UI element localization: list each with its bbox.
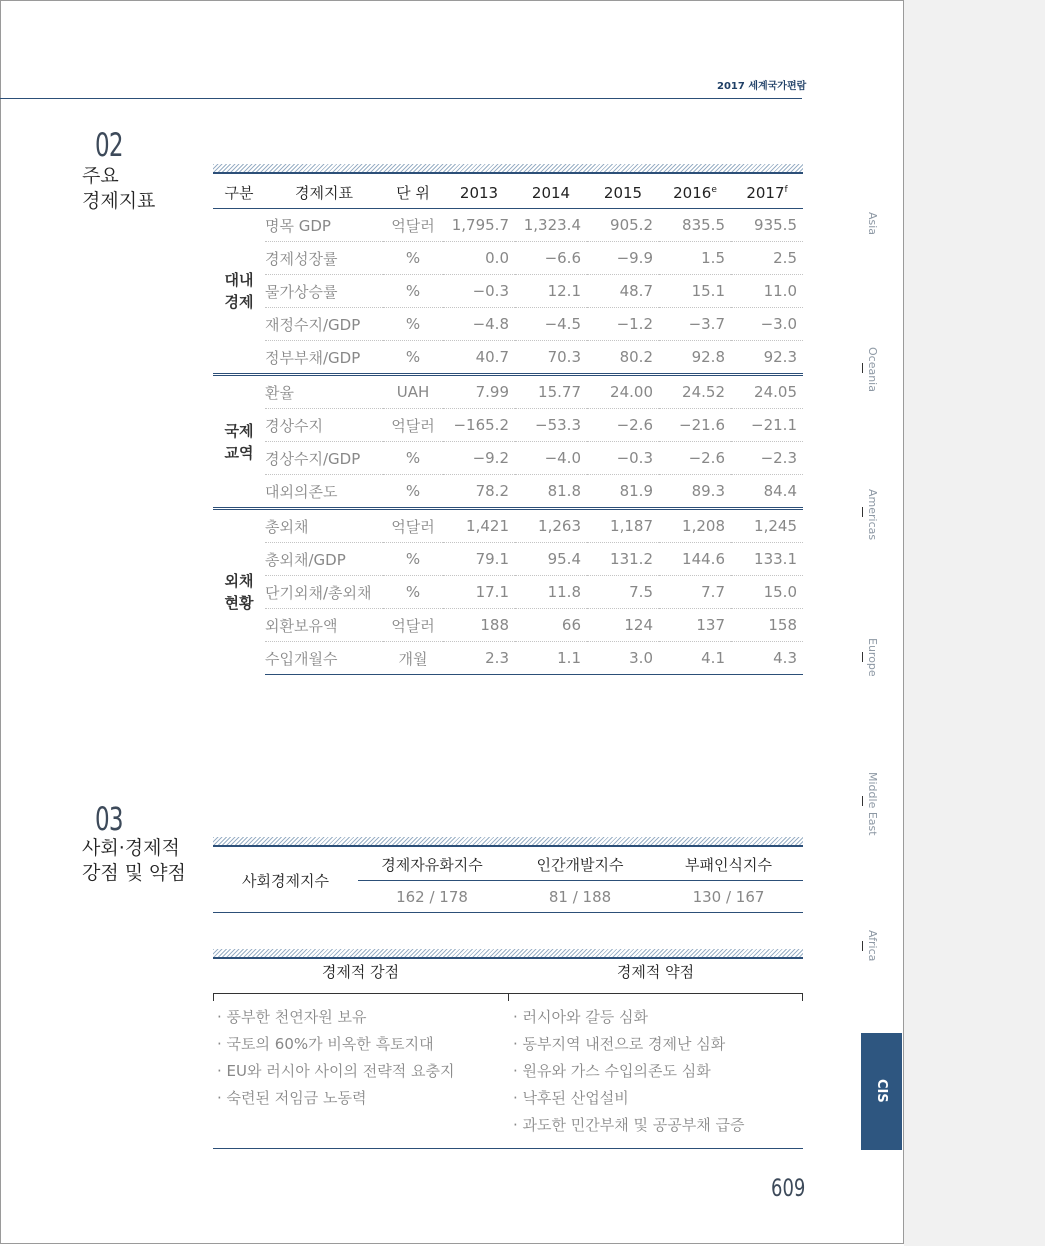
value-cell: 1,208 xyxy=(659,509,731,543)
value-cell: 1,245 xyxy=(731,509,803,543)
tab-marker xyxy=(862,941,863,951)
index-value: 130 / 167 xyxy=(692,887,765,906)
value-cell: 12.1 xyxy=(515,275,587,308)
value-cell: 7.7 xyxy=(659,576,731,609)
indicator-name: 경제성장률 xyxy=(265,242,383,275)
index-value: 162 / 178 xyxy=(396,887,468,906)
value-cell: 15.0 xyxy=(731,576,803,609)
indicator-name: 경상수지 xyxy=(265,409,383,442)
section-title-line2: 경제지표 xyxy=(82,190,156,212)
unit-cell: % xyxy=(383,475,443,509)
tab-marker xyxy=(862,796,863,806)
value-cell: 70.3 xyxy=(515,341,587,375)
value-cell: 4.1 xyxy=(659,642,731,675)
strengths-heading: 경제적 강점 xyxy=(321,963,400,981)
value-cell: −3.7 xyxy=(659,308,731,341)
unit-cell: 억달러 xyxy=(383,409,443,442)
table-hatch-bar xyxy=(213,164,803,174)
col-header: 경제자유화지수 xyxy=(358,849,506,881)
sw-bottom-rule xyxy=(213,1148,803,1149)
unit-cell: % xyxy=(383,442,443,475)
section-number: 02 xyxy=(95,126,123,164)
sw-tick xyxy=(213,993,214,1001)
value-cell: 2.3 xyxy=(443,642,515,675)
indicator-name: 경상수지/GDP xyxy=(265,442,383,475)
value-cell: 1.5 xyxy=(659,242,731,275)
header-rule xyxy=(0,98,802,99)
table-row xyxy=(213,509,803,543)
col-header: 2014 xyxy=(515,177,587,209)
value-cell: 124 xyxy=(587,609,659,642)
col-header: 인간개발지수 xyxy=(506,849,654,881)
value-cell: 40.7 xyxy=(443,341,515,375)
value-cell: −4.5 xyxy=(515,308,587,341)
value-cell: −9.2 xyxy=(443,442,515,475)
value-cell: 11.8 xyxy=(515,576,587,609)
side-tab-cis-label: CIS xyxy=(874,1079,889,1103)
col-header: 2013 xyxy=(443,177,515,209)
list-item: · EU와 러시아 사이의 전략적 요충지 xyxy=(217,1062,455,1080)
table-row xyxy=(213,341,803,375)
value-cell: 935.5 xyxy=(731,209,803,242)
value-cell: 133.1 xyxy=(731,543,803,576)
table-row xyxy=(213,275,803,308)
value-cell: 84.4 xyxy=(731,475,803,509)
value-cell: 1,421 xyxy=(443,509,515,543)
value-cell: 1,263 xyxy=(515,509,587,543)
value-cell: −21.6 xyxy=(659,409,731,442)
value-cell: 7.99 xyxy=(443,375,515,409)
table-row xyxy=(213,475,803,509)
value-cell: −2.6 xyxy=(659,442,731,475)
sw-tick xyxy=(508,993,509,1001)
category-cell: 외채 현황 xyxy=(213,509,265,675)
value-cell: 835.5 xyxy=(659,209,731,242)
indicator-name: 물가상승률 xyxy=(265,275,383,308)
forecast-mark: f xyxy=(784,184,788,195)
list-item: · 동부지역 내전으로 경제난 심화 xyxy=(513,1035,726,1053)
table-header-row xyxy=(213,177,803,209)
value-cell: −4.0 xyxy=(515,442,587,475)
table-row xyxy=(213,209,803,242)
unit-cell: 억달러 xyxy=(383,609,443,642)
section-title-line2: 강점 및 약점 xyxy=(82,862,186,884)
section-number: 03 xyxy=(95,800,123,838)
value-cell: 80.2 xyxy=(587,341,659,375)
table-row xyxy=(213,242,803,275)
socioeconomic-index-table xyxy=(213,849,803,913)
table-row xyxy=(213,375,803,409)
list-item: · 낙후된 산업설비 xyxy=(513,1089,629,1107)
value-cell: 81.9 xyxy=(587,475,659,509)
indicator-name: 대외의존도 xyxy=(265,475,383,509)
value-cell: 92.8 xyxy=(659,341,731,375)
list-item: · 러시아와 갈등 심화 xyxy=(513,1008,648,1026)
tab-marker xyxy=(862,507,863,517)
value-cell: 15.1 xyxy=(659,275,731,308)
page-number: 609 xyxy=(771,1174,806,1202)
table-row xyxy=(213,642,803,675)
index-value: 81 / 188 xyxy=(548,887,612,906)
page-shadow xyxy=(904,0,1045,1246)
unit-cell: 억달러 xyxy=(383,509,443,543)
col-header: 2016e xyxy=(659,177,731,209)
value-cell: −0.3 xyxy=(443,275,515,308)
value-cell: −4.8 xyxy=(443,308,515,341)
tab-marker xyxy=(862,363,863,373)
economic-indicators-table xyxy=(213,177,803,675)
value-cell: 1,795.7 xyxy=(443,209,515,242)
value-cell: −2.3 xyxy=(731,442,803,475)
unit-cell: % xyxy=(383,308,443,341)
col-header: 구분 xyxy=(213,177,265,209)
value-cell: 1.1 xyxy=(515,642,587,675)
side-tab-cis[interactable] xyxy=(861,1033,902,1150)
table-row xyxy=(213,543,803,576)
list-item: · 국토의 60%가 비옥한 흑토지대 xyxy=(217,1035,434,1053)
value-cell: 0.0 xyxy=(443,242,515,275)
value-cell: −0.3 xyxy=(587,442,659,475)
value-cell: −1.2 xyxy=(587,308,659,341)
category-cell: 대내 경제 xyxy=(224,271,254,311)
value-cell: 188 xyxy=(443,609,515,642)
value-cell: 4.3 xyxy=(731,642,803,675)
value-cell: 7.5 xyxy=(587,576,659,609)
strengths-list xyxy=(217,1004,454,1112)
value-cell: 95.4 xyxy=(515,543,587,576)
table-row xyxy=(213,308,803,341)
value-cell: 1,323.4 xyxy=(515,209,587,242)
unit-cell: % xyxy=(383,341,443,375)
value-cell: 137 xyxy=(659,609,731,642)
value-cell: 24.05 xyxy=(731,375,803,409)
list-item: · 과도한 민간부채 및 공공부채 급증 xyxy=(513,1116,745,1134)
value-cell: 158 xyxy=(731,609,803,642)
table-row xyxy=(213,442,803,475)
value-cell: 1,187 xyxy=(587,509,659,543)
indicator-name: 명목 GDP xyxy=(265,209,383,242)
unit-cell: % xyxy=(383,242,443,275)
tab-marker xyxy=(862,652,863,662)
table-row xyxy=(213,609,803,642)
section-title xyxy=(82,164,155,214)
indicator-name: 외환보유액 xyxy=(265,609,383,642)
table-row xyxy=(213,576,803,609)
sw-tick xyxy=(802,993,803,1001)
weaknesses-heading: 경제적 약점 xyxy=(616,963,695,981)
indicator-name: 총외채 xyxy=(265,509,383,543)
side-tab-asia[interactable]: Asia xyxy=(866,212,879,236)
col-header: 경제지표 xyxy=(265,177,383,209)
value-cell: 66 xyxy=(515,609,587,642)
indicator-name: 총외채/GDP xyxy=(265,543,383,576)
value-cell: 24.00 xyxy=(587,375,659,409)
value-cell: 78.2 xyxy=(443,475,515,509)
indicator-name: 환율 xyxy=(265,375,383,409)
col-header: 부패인식지수 xyxy=(654,849,803,881)
side-tab-oceania[interactable]: Oceania xyxy=(866,347,879,392)
value-cell: 11.0 xyxy=(731,275,803,308)
side-tab-europe[interactable]: Europe xyxy=(866,638,879,677)
col-header: 2015 xyxy=(587,177,659,209)
value-cell: −2.6 xyxy=(587,409,659,442)
value-cell: −9.9 xyxy=(587,242,659,275)
list-item: · 원유와 가스 수입의존도 심화 xyxy=(513,1062,711,1080)
estimate-mark: e xyxy=(711,184,717,195)
list-item: · 숙련된 저임금 노동력 xyxy=(217,1089,367,1107)
indicator-name: 단기외채/총외채 xyxy=(265,576,383,609)
value-cell: 17.1 xyxy=(443,576,515,609)
value-cell: 89.3 xyxy=(659,475,731,509)
table-hatch-bar xyxy=(213,949,803,959)
indicator-name: 정부부채/GDP xyxy=(265,341,383,375)
value-cell: 81.8 xyxy=(515,475,587,509)
list-item: · 풍부한 천연자원 보유 xyxy=(217,1008,367,1026)
value-cell: 905.2 xyxy=(587,209,659,242)
indicator-name: 수입개월수 xyxy=(265,642,383,675)
unit-cell: UAH xyxy=(383,375,443,409)
category-cell: 국제 교역 xyxy=(213,375,265,509)
weaknesses-list xyxy=(513,1004,744,1139)
running-header: 2017 세계국가편람 xyxy=(717,81,807,92)
value-cell: 2.5 xyxy=(731,242,803,275)
value-cell: 3.0 xyxy=(587,642,659,675)
value-cell: −21.1 xyxy=(731,409,803,442)
col-header: 단 위 xyxy=(383,177,443,209)
value-cell: −3.0 xyxy=(731,308,803,341)
value-cell: −53.3 xyxy=(515,409,587,442)
section-title xyxy=(82,836,186,886)
unit-cell: 개월 xyxy=(383,642,443,675)
unit-cell: 억달러 xyxy=(383,209,443,242)
value-cell: 144.6 xyxy=(659,543,731,576)
value-cell: 15.77 xyxy=(515,375,587,409)
side-tab-middle-east[interactable]: Middle East xyxy=(866,772,879,836)
side-tab-africa[interactable]: Africa xyxy=(866,930,879,962)
value-cell: 24.52 xyxy=(659,375,731,409)
section-title-line1: 사회·경제적 xyxy=(82,837,180,859)
value-cell: 79.1 xyxy=(443,543,515,576)
value-cell: −165.2 xyxy=(443,409,515,442)
row-label: 사회경제지수 xyxy=(242,872,329,890)
table-row xyxy=(213,409,803,442)
unit-cell: % xyxy=(383,543,443,576)
section-title-line1: 주요 xyxy=(82,165,119,187)
col-header: 2017$^f$ xyxy=(731,177,803,209)
value-cell: 92.3 xyxy=(731,341,803,375)
unit-cell: % xyxy=(383,576,443,609)
table-hatch-bar xyxy=(213,837,803,847)
side-tab-americas[interactable]: Americas xyxy=(866,489,879,541)
value-cell: 131.2 xyxy=(587,543,659,576)
value-cell: 48.7 xyxy=(587,275,659,308)
indicator-name: 재정수지/GDP xyxy=(265,308,383,341)
value-cell: −6.6 xyxy=(515,242,587,275)
unit-cell: % xyxy=(383,275,443,308)
